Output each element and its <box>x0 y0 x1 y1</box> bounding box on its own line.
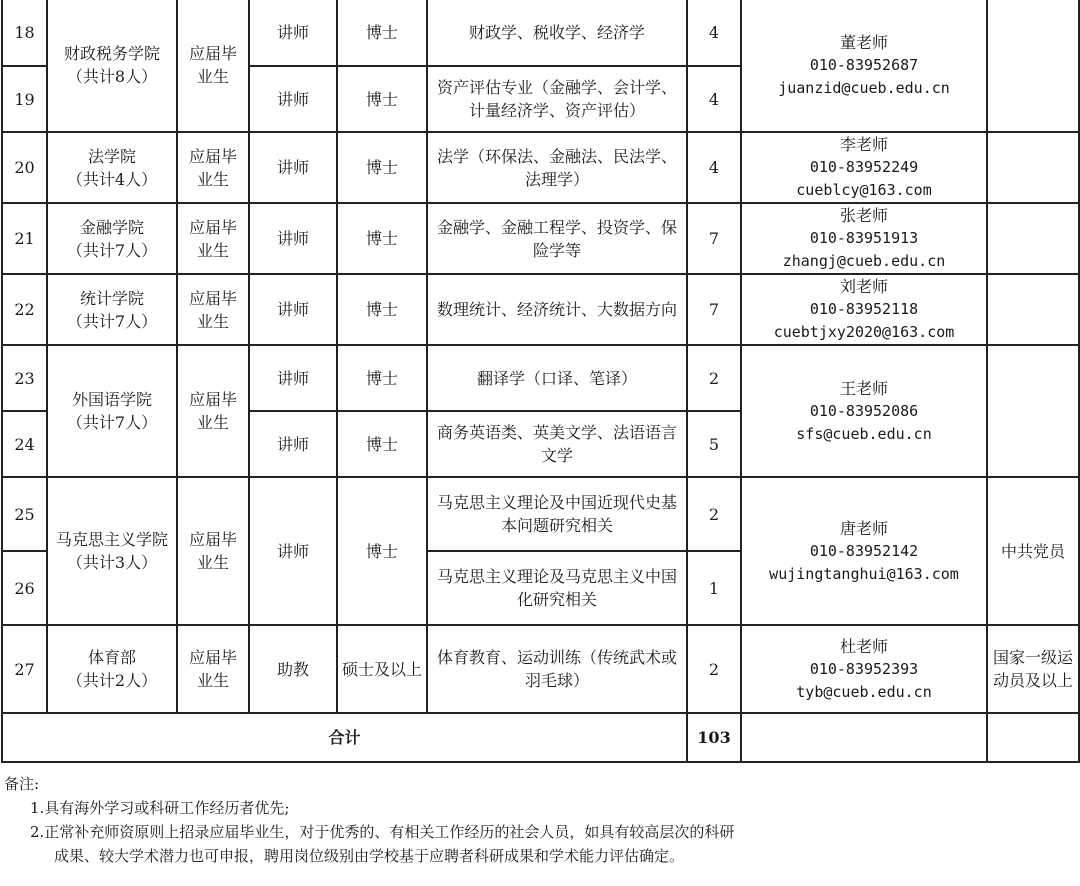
table-row <box>2 477 1079 551</box>
major-cell: 马克思主义理论及马克思主义中国化研究相关 <box>427 551 687 625</box>
degree-cell: 博士 <box>337 274 427 345</box>
degree-cell: 博士 <box>337 411 427 477</box>
contact-cell: 唐老师 010-83952142 wujingtanghui@163.com <box>741 477 987 625</box>
degree-cell: 博士 <box>337 0 427 66</box>
table-row <box>2 625 1079 713</box>
candidate-type-cell: 应届毕业生 <box>177 0 249 132</box>
department-cell: 体育部 （共计2人） <box>47 625 177 713</box>
contact-cell: 杜老师 010-83952393 tyb@cueb.edu.cn <box>741 625 987 713</box>
position-cell: 讲师 <box>249 477 337 625</box>
row-number: 23 <box>2 345 47 411</box>
position-cell: 讲师 <box>249 0 337 66</box>
candidate-type-cell: 应届毕业生 <box>177 274 249 345</box>
other-requirement-cell <box>987 345 1079 477</box>
empty-cell <box>987 713 1079 762</box>
row-number: 20 <box>2 132 47 203</box>
other-requirement-cell <box>987 274 1079 345</box>
position-cell: 讲师 <box>249 132 337 203</box>
table-row <box>2 132 1079 203</box>
major-cell: 数理统计、经济统计、大数据方向 <box>427 274 687 345</box>
quota-cell: 7 <box>687 203 741 274</box>
quota-cell: 4 <box>687 66 741 132</box>
department-cell: 统计学院 （共计7人） <box>47 274 177 345</box>
row-number: 26 <box>2 551 47 625</box>
major-cell: 翻译学（口译、笔译） <box>427 345 687 411</box>
major-cell: 财政学、税收学、经济学 <box>427 0 687 66</box>
row-number: 25 <box>2 477 47 551</box>
quota-cell: 7 <box>687 274 741 345</box>
row-number: 18 <box>2 0 47 66</box>
degree-cell: 硕士及以上 <box>337 625 427 713</box>
major-cell: 马克思主义理论及中国近现代史基本问题研究相关 <box>427 477 687 551</box>
department-cell: 马克思主义学院 （共计3人） <box>47 477 177 625</box>
major-cell: 金融学、金融工程学、投资学、保险学等 <box>427 203 687 274</box>
note-item: 1.具有海外学习或科研工作经历者优先; <box>30 799 290 817</box>
other-requirement-cell <box>987 132 1079 203</box>
recruitment-table <box>1 0 1080 763</box>
quota-cell: 5 <box>687 411 741 477</box>
note-item-continuation: 成果、较大学术潜力也可申报，聘用岗位级别由学校基于应聘者科研成果和学术能力评估确定。 <box>54 847 685 865</box>
position-cell: 讲师 <box>249 274 337 345</box>
major-cell: 资产评估专业（金融学、会计学、计量经济学、资产评估） <box>427 66 687 132</box>
position-cell: 讲师 <box>249 345 337 411</box>
degree-cell: 博士 <box>337 345 427 411</box>
table-row <box>2 345 1079 411</box>
position-cell: 讲师 <box>249 411 337 477</box>
major-cell: 体育教育、运动训练（传统武术或羽毛球） <box>427 625 687 713</box>
position-cell: 讲师 <box>249 203 337 274</box>
total-row <box>2 713 1079 762</box>
contact-cell: 王老师 010-83952086 sfs@cueb.edu.cn <box>741 345 987 477</box>
candidate-type-cell: 应届毕业生 <box>177 132 249 203</box>
row-number: 21 <box>2 203 47 274</box>
other-requirement-cell <box>987 0 1079 132</box>
total-label: 合计 <box>2 713 687 762</box>
notes-heading: 备注: <box>4 775 40 793</box>
quota-cell: 1 <box>687 551 741 625</box>
candidate-type-cell: 应届毕业生 <box>177 477 249 625</box>
degree-cell: 博士 <box>337 66 427 132</box>
quota-cell: 2 <box>687 345 741 411</box>
table-row <box>2 274 1079 345</box>
degree-cell: 博士 <box>337 132 427 203</box>
department-cell: 法学院 （共计4人） <box>47 132 177 203</box>
row-number: 19 <box>2 66 47 132</box>
quota-cell: 2 <box>687 477 741 551</box>
note-item: 2.正常补充师资原则上招录应届毕业生，对于优秀的、有相关工作经历的社会人员，如具有较高层次的科研 <box>30 823 735 841</box>
other-requirement-cell: 中共党员 <box>987 477 1079 625</box>
row-number: 22 <box>2 274 47 345</box>
contact-cell: 刘老师 010-83952118 cuebtjxy2020@163.com <box>741 274 987 345</box>
degree-cell: 博士 <box>337 477 427 625</box>
contact-cell: 董老师 010-83952687 juanzid@cueb.edu.cn <box>741 0 987 132</box>
department-cell: 外国语学院 （共计7人） <box>47 345 177 477</box>
major-cell: 商务英语类、英美文学、法语语言文学 <box>427 411 687 477</box>
candidate-type-cell: 应届毕业生 <box>177 625 249 713</box>
department-cell: 财政税务学院 （共计8人） <box>47 0 177 132</box>
table-row <box>2 203 1079 274</box>
table-row <box>2 0 1079 66</box>
major-cell: 法学（环保法、金融法、民法学、法理学） <box>427 132 687 203</box>
department-cell: 金融学院 （共计7人） <box>47 203 177 274</box>
empty-cell <box>741 713 987 762</box>
quota-cell: 4 <box>687 0 741 66</box>
other-requirement-cell: 国家一级运动员及以上 <box>987 625 1079 713</box>
degree-cell: 博士 <box>337 203 427 274</box>
row-number: 27 <box>2 625 47 713</box>
other-requirement-cell <box>987 203 1079 274</box>
row-number: 24 <box>2 411 47 477</box>
candidate-type-cell: 应届毕业生 <box>177 345 249 477</box>
position-cell: 助教 <box>249 625 337 713</box>
contact-cell: 李老师 010-83952249 cueblcy@163.com <box>741 132 987 203</box>
quota-cell: 4 <box>687 132 741 203</box>
candidate-type-cell: 应届毕业生 <box>177 203 249 274</box>
quota-cell: 2 <box>687 625 741 713</box>
notes-section <box>4 772 734 868</box>
total-value: 103 <box>687 713 741 762</box>
contact-cell: 张老师 010-83951913 zhangj@cueb.edu.cn <box>741 203 987 274</box>
position-cell: 讲师 <box>249 66 337 132</box>
